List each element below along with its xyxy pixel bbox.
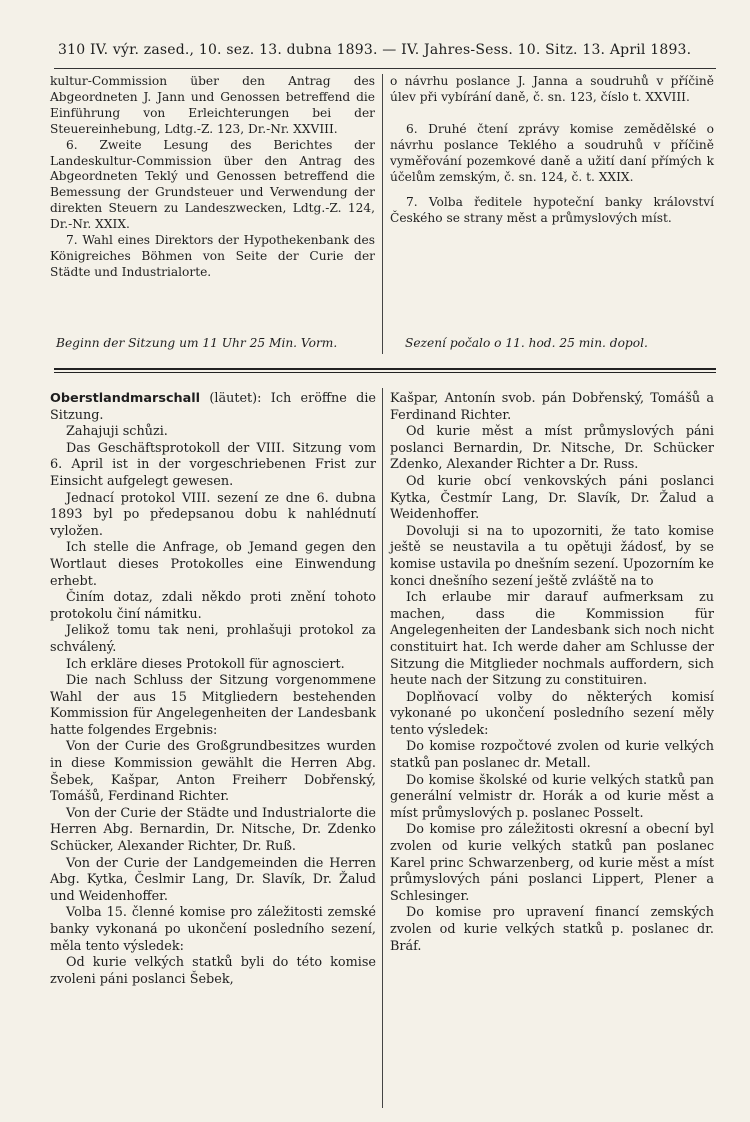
paragraph: Volba 15. členné komise pro záležitosti zemské banky vykonaná po ukončení posledního sezení, měla tento výsledek: (50, 905, 376, 954)
paragraph: Od kurie obcí venkovských páni poslanci Kytka, Čestmír Lang, Dr. Slavík, Dr. Žalud a Weidenhoffer. (390, 473, 714, 523)
paragraph: Ich stelle die Anfrage, ob Jemand gegen den Wortlaut dieses Protokolles eine Einwendung erhebt. (50, 540, 376, 589)
paragraph: Das Geschäftsprotokoll der VIII. Sitzung vom 6. April ist in der vorgeschriebenen Frist zur Einsicht aufgelegt gewesen. (50, 440, 376, 489)
session-begin-cz: Sezení počalo o 11. hod. 25 min. dopol. (405, 336, 648, 350)
agenda-german-column (50, 74, 375, 281)
paragraph: Kašpar, Antonín svob. pán Dobřenský, Tomášů a Ferdinand Richter. (390, 391, 714, 423)
agenda-item-7-de: 7. Wahl eines Direktors der Hypothekenbank des Königreiches Böhmen von Seite der Curie der Städte und Industrialorte. (50, 233, 375, 279)
proceedings-right-column (390, 391, 714, 955)
paragraph: Von der Curie des Großgrundbesitzes wurden in diese Kommission gewählt die Herren Abg. Šebek, Kašpar, Anton Freiherr Dobřenský, Tomášů, Ferdinand Richter. (50, 739, 376, 805)
paragraph: Dovoluji si na to upozorniti, že tato komise ještě se neustavila a tu opětuji žádosť, by se komise ustavila po dnešním sezení. Upozorním ke konci dnešního sezení ještě zvláště na to (390, 523, 714, 589)
session-begin-de: Beginn der Sitzung um 11 Uhr 25 Min. Vorm. (56, 336, 338, 350)
paragraph: Do komise pro upravení financí zemských zvolen od kurie velkých statků p. poslanec dr. Bráf. (390, 905, 714, 954)
paragraph: Ich erkläre dieses Protokoll für agnosciert. (66, 656, 345, 672)
opening-text: (läutet): Ich eröffne die Sitzung. (50, 391, 376, 423)
paragraph: Die nach Schluss der Sitzung vorgenommene Wahl der aus 15 Mitgliedern bestehenden Kommission für Angelegenheiten der Landesbank hatte folgendes Ergebnis: (50, 673, 376, 738)
paragraph: Von der Curie der Landgemeinden die Herren Abg. Kytka, Česlmir Lang, Dr. Slavík, Dr. Žalud und Weidenhoffer. (50, 855, 376, 904)
paragraph: Činím dotaz, zdali někdo proti znění tohoto protokolu činí námitku. (50, 590, 376, 622)
agenda-item-5-de: kultur-Commission über den Antrag des Abgeordneten J. Jann und Genossen betreffend die Einführung von Erleichterungen bei der Steuereinhebung, Ldtg.-Z. 123, Dr.-Nr. XXVIII. (50, 74, 375, 136)
opening-statement (50, 391, 376, 424)
section-rule-thin (54, 372, 716, 373)
paragraph: Od kurie měst a míst průmyslových páni poslanci Bernardin, Dr. Nitsche, Dr. Schücker Zdenko, Alexander Richter a Dr. Russ. (390, 424, 714, 473)
agenda-item-7-cz: 7. Volba ředitele hypoteční banky království Českého se strany měst a průmyslových míst. (390, 195, 714, 226)
agenda-item-6-de: 6. Zweite Lesung des Berichtes der Landeskultur-Commission über den Antrag des Abgeordneten Teklý und Genossen betreffend die Bemessung der Grundsteuer und Verwendung der direkten Steuern zu Landeszwecken, Ldtg.-Z. 124, Dr.-Nr. XXIX. (50, 137, 375, 232)
agenda-item-6-cz: 6. Druhé čtení zprávy komise zemědělské o návrhu poslance Teklého a soudruhů v příčině vyměřování pozemkové daně a užití daní přímých k účelům zemským, č. sn. 124, č. t. XXIX. (390, 121, 714, 184)
paragraph: Jednací protokol VIII. sezení ze dne 6. dubna 1893 byl po předepsanou dobu k nahlédnutí vyložen. (50, 490, 376, 539)
agenda-item-5-cz: o návrhu poslance J. Janna a soudruhů v příčině úlev při vybírání daně, č. sn. 123, číslo t. XXVIII. (390, 74, 714, 104)
paragraph: Do komise pro záležitosti okresní a obecní byl zvolen od kurie velkých statků pan poslanec Karel princ Schwarzenberg, od kurie měst a míst průmyslových páni poslanci Lippert, Plener a Schlesinger. (390, 822, 714, 904)
column-divider-bottom (382, 388, 383, 1108)
paragraph: Do komise rozpočtové zvolen od kurie velkých statků pan poslanec dr. Metall. (390, 739, 714, 772)
header-rule (54, 68, 716, 69)
agenda-czech-column (390, 74, 714, 227)
paragraph: Ich erlaube mir darauf aufmerksam zu machen, dass die Kommission für Angelegenheiten der Landesbank sich noch nicht constituirt hat. Ich werde daher am Schlusse der Sitzung die Mitglieder nochmals auffordern, sich heute nach der Sitzung zu constituiren. (390, 590, 714, 689)
proceedings-left-column (50, 391, 376, 988)
paragraph: Zahajuji schůzi. (66, 424, 168, 440)
paragraph: Do komise školské od kurie velkých statků pan generální velmistr dr. Horák a od kurie měst a míst průmyslových p. poslanec Posselt. (390, 772, 714, 821)
paragraph: Doplňovací volby do některých komisí vykonané po ukončení posledního sezení měly tento výsledek: (390, 689, 714, 738)
speaker-name: Oberstlandmarschall (50, 391, 201, 406)
paragraph: Von der Curie der Städte und Industrialorte die Herren Abg. Bernardin, Dr. Nitsche, Dr. Zdenko Schücker, Alexander Richter, Dr. Ruß. (50, 805, 376, 855)
column-divider-top (382, 74, 383, 354)
paragraph: Od kurie velkých statků byli do této komise zvoleni páni poslanci Šebek, (50, 955, 376, 987)
section-rule (54, 368, 716, 370)
page-header: 310 IV. výr. zased., 10. sez. 13. dubna 1893. — IV. Jahres-Sess. 10. Sitz. 13. April 1893. (58, 42, 692, 58)
paragraph: Jelikož tomu tak neni, prohlašuji protokol za schválený. (50, 623, 376, 655)
